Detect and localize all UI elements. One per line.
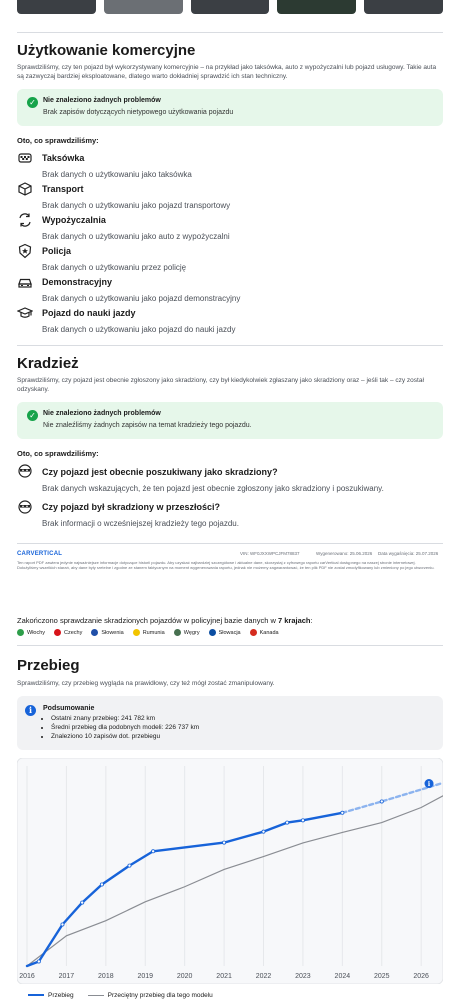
section-title-mileage: Przebieg [17, 657, 80, 674]
summary-item: • Znaleziono 10 zapisów dot. przebiegu [51, 732, 199, 741]
thief-icon [17, 499, 33, 515]
country-flag [17, 629, 45, 636]
divider [17, 345, 443, 346]
graduation-cap-icon [17, 305, 33, 321]
check-item-title: Czy pojazd był skradziony w przeszłości? [42, 502, 221, 512]
check-item-desc: Brak danych o użytkowaniu jako auto z wypożyczalni [42, 232, 230, 241]
data-point [37, 960, 40, 963]
check-item-title: Transport [42, 184, 84, 194]
country-name: Słowacja [218, 629, 241, 636]
country-count: 7 krajach [277, 616, 311, 625]
flag-icon [17, 629, 24, 636]
legend-item: Przebieg [28, 992, 74, 999]
x-tick-label: 2020 [176, 973, 193, 980]
check-item-desc: Brak informacji o wcześniejszej kradzieży tego pojazdu. [42, 519, 239, 528]
check-item-desc: Brak danych o użytkowaniu jako taksówka [42, 170, 192, 179]
data-point [341, 811, 344, 814]
country-flags [17, 629, 279, 636]
police-check-text: Zakończono sprawdzanie skradzionych pojazdów w policyjnej bazie danych w 7 krajach: [17, 616, 313, 625]
chart-legend [28, 992, 213, 999]
status-box-ok [17, 89, 443, 126]
x-tick-label: 2025 [373, 973, 390, 980]
status-title: Nie znaleziono żadnych problemów [43, 97, 161, 104]
divider [17, 645, 443, 646]
mileage-chart [17, 758, 443, 984]
check-item-title: Policja [42, 246, 72, 256]
country-name: Węgry [183, 629, 200, 636]
section-intro: Sprawdziliśmy, czy ten pojazd był wykorzystywany komercyjnie – na przykład jako taksówka, auto z wypożyczalni lub pojazd usługowy. Takie auta są zazwyczaj bardziej eksploatowane, dlatego warto dokładniej sprawdzić ich stan techniczny. [17, 64, 437, 80]
check-item-desc: Brak danych o użytkowaniu jako pojazd demonstracyjny [42, 294, 241, 303]
summary-list [43, 714, 199, 741]
check-item-title: Wypożyczalnia [42, 215, 106, 225]
data-point [128, 864, 131, 867]
check-item-title: Pojazd do nauki jazdy [42, 308, 136, 318]
section-title-commercial: Użytkowanie komercyjne [17, 42, 196, 59]
check-item-title: Taksówka [42, 153, 85, 163]
x-tick-label: 2016 [19, 973, 35, 980]
mileage-chart-svg [17, 758, 443, 984]
checked-label: Oto, co sprawdziliśmy: [17, 449, 99, 458]
check-item-title: Czy pojazd jest obecnie poszukiwany jako skradziony? [42, 467, 278, 477]
legend-swatch-average [88, 995, 104, 996]
x-tick-label: 2024 [334, 973, 351, 980]
taxi-icon [17, 150, 33, 166]
box-icon [17, 181, 33, 197]
data-point [61, 923, 64, 926]
x-tick-label: 2017 [58, 973, 75, 980]
check-item-desc: Brak danych o użytkowaniu jako pojazd transportowy [42, 201, 231, 210]
expiry-date: Data wygaśnięcia: 25.07.2026 [378, 551, 439, 556]
country-flag [209, 629, 241, 636]
x-tick-label: 2019 [137, 973, 154, 980]
x-tick-label: 2026 [413, 973, 429, 980]
check-item-desc: Brak danych wskazujących, że ten pojazd jest obecnie zgłoszony jako skradziony i poszukiwany. [42, 484, 384, 493]
flag-icon [174, 629, 181, 636]
x-tick-label: 2023 [295, 973, 311, 980]
section-title-theft: Kradzież [17, 355, 79, 372]
country-flag [174, 629, 200, 636]
country-name: Słowenia [101, 629, 124, 636]
x-tick-label: 2021 [216, 973, 232, 980]
status-box-ok [17, 402, 443, 439]
data-point [380, 800, 383, 803]
data-point [100, 883, 103, 886]
summary-title: Podsumowanie [43, 705, 95, 712]
country-flag [91, 629, 123, 636]
brand-logo: CARVERTICAL [17, 551, 63, 557]
check-circle-icon: ✓ [27, 97, 38, 108]
section-intro: Sprawdziliśmy, czy przebieg wygląda na prawidłowy, czy też mógł zostać zmanipulowany. [17, 680, 275, 687]
legend-item: Przeciętny przebieg dla tego modelu [88, 992, 213, 999]
checked-label: Oto, co sprawdziliśmy: [17, 136, 99, 145]
vehicle-photo[interactable] [17, 0, 96, 14]
x-tick-label: 2018 [98, 973, 114, 980]
country-name: Rumunia [142, 629, 165, 636]
flag-icon [133, 629, 140, 636]
summary-box [17, 696, 443, 750]
vehicle-photo[interactable] [277, 0, 356, 14]
vehicle-photo[interactable] [364, 0, 443, 14]
status-text: Nie znaleźliśmy żadnych zapisów na temat kradzieży tego pojazdu. [43, 422, 252, 429]
vehicle-photo[interactable] [191, 0, 270, 14]
info-icon: i [427, 780, 431, 789]
police-badge-icon [17, 243, 33, 259]
vehicle-photo[interactable] [104, 0, 183, 14]
footer-disclaimer: Ten raport PDF zawiera jedynie najważniejsze informacje dotyczące historii pojazdu. Aby uzyskać najbardziej szczegółowe i aktualne dane, skorzystaj z cyfrowego raportu carVertical dostępnego na naszej stronie internetowej. Dołożyliśmy wszelkich starań, aby dane były rzetelne i zgodne ze stanem faktycznym na moment wygenerowania raportu, jednak nie możemy zagwarantować, że ten plik PDF nie został zmodyfikowany lub zmieniony po jego utworzeniu. [17, 560, 435, 570]
legend-swatch-mileage [28, 994, 44, 996]
check-item-desc: Brak danych o użytkowaniu przez policję [42, 263, 187, 272]
flag-icon [91, 629, 98, 636]
country-flag [54, 629, 82, 636]
check-item-title: Demonstracyjny [42, 277, 113, 287]
generated-date: Wygenerowano: 25.06.2026 [316, 551, 373, 556]
status-title: Nie znaleziono żadnych problemów [43, 410, 161, 417]
data-point [301, 819, 304, 822]
divider [17, 543, 443, 544]
country-name: Kanada [259, 629, 279, 636]
summary-item: • Średni przebieg dla podobnych modeli: 226 737 km [51, 723, 199, 732]
data-point [262, 830, 265, 833]
country-name: Włochy [27, 629, 46, 636]
flag-icon [250, 629, 257, 636]
x-tick-label: 2022 [255, 973, 272, 980]
section-intro: Sprawdziliśmy, czy pojazd jest obecnie zgłoszony jako skradziony, czy był kiedykolwiek zgłaszany jako skradziony oraz – jeśli tak – czy został odzyskany. [17, 377, 424, 393]
check-item-desc: Brak danych o użytkowaniu jako pojazd do nauki jazdy [42, 325, 236, 334]
summary-item: • Ostatni znany przebieg: 241 782 km [51, 714, 199, 723]
chart-background [17, 758, 443, 984]
vin-label: VIN: WF0JXXWPCJFM78837 [240, 551, 300, 556]
info-icon: i [25, 705, 36, 716]
country-flag [133, 629, 165, 636]
flag-icon [209, 629, 216, 636]
data-point [152, 850, 155, 853]
car-front-icon [17, 274, 33, 290]
thief-icon [17, 463, 33, 479]
photo-strip [17, 0, 443, 14]
car-swap-icon [17, 212, 33, 228]
data-point [286, 821, 289, 824]
check-circle-icon: ✓ [27, 410, 38, 421]
flag-icon [54, 629, 61, 636]
divider [17, 32, 443, 33]
data-point [81, 901, 84, 904]
country-name: Czechy [64, 629, 83, 636]
data-point [222, 841, 225, 844]
country-flag [250, 629, 279, 636]
status-text: Brak zapisów dotyczących nietypowego użytkowania pojazdu [43, 109, 234, 116]
